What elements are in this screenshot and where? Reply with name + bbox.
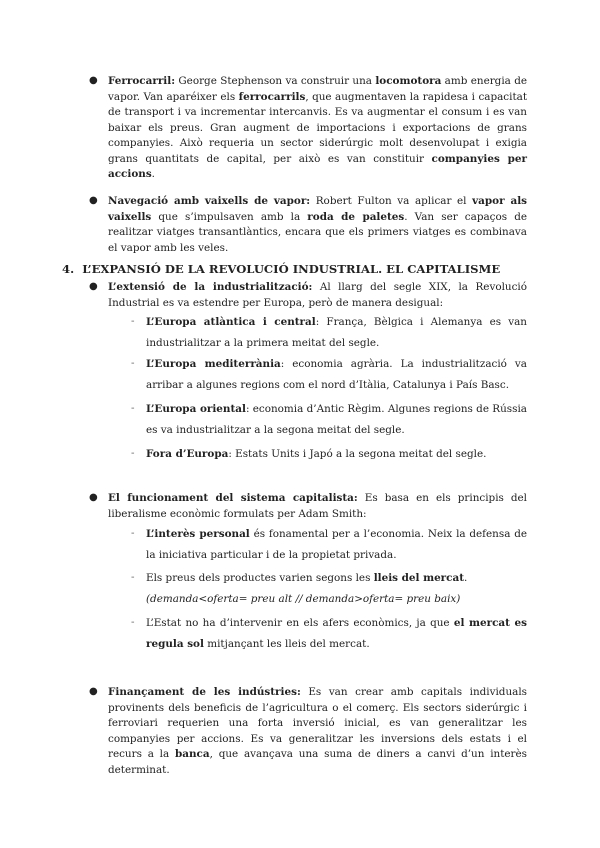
term-capitalisme: El funcionament del sistema capitalista:	[108, 492, 358, 504]
term-extensio: L’extensió de la industrialització:	[108, 281, 313, 293]
bullet-icon: ●	[89, 75, 98, 86]
region-atlantica: L’Europa atlàntica i central: França, Bèlgica i Alemanya es van industrialitzar a la primera meitat del segle.	[146, 316, 527, 349]
region-fora-europa: Fora d’Europa: Estats Units i Japó a la segona meitat del segle.	[146, 448, 487, 460]
bullet-icon: ●	[89, 195, 98, 206]
section-number: 4.	[62, 262, 75, 276]
dash-marker: -	[131, 527, 135, 539]
region-mediterrania: L’Europa mediterrània: economia agrària. La industrialització va arribar a algunes regions com el nord d’Itàlia, Catalunya i País Basc.	[146, 358, 527, 391]
capitalism-preus: Els preus dels productes varien segons les lleis del mercat. (demanda<oferta= preu alt // demanda>oferta= preu baix)	[146, 572, 468, 605]
formula: (demanda<oferta= preu alt // demanda>oferta= preu baix)	[146, 592, 461, 605]
capitalism-interes: L’interès personal és fonamental per a l’economia. Neix la defensa de la iniciativa particular i de la propietat privada.	[146, 528, 527, 561]
capitalism-estat: L’Estat no ha d’intervenir en els afers econòmics, ja que el mercat es regula sol mitjançant les lleis del mercat.	[146, 617, 527, 650]
dash-marker: -	[131, 315, 135, 327]
dash-marker: -	[131, 402, 135, 414]
term-navegacio: Navegació amb vaixells de vapor:	[108, 195, 311, 207]
term-financament: Finançament de les indústries:	[108, 686, 301, 698]
paragraph-capitalisme: El funcionament del sistema capitalista: Es basa en els principis del liberalisme econòmic formulats per Adam Smith:	[108, 492, 527, 520]
dash-marker: -	[131, 571, 135, 583]
bullet-icon: ●	[89, 686, 98, 697]
paragraph-financament: Finançament de les indústries: Es van crear amb capitals individuals provinents dels beneficis de l’agricultura o el comerç. Els sectors siderúrgic i ferroviari requerien una forta inversió inicial, es van generalitzar les companyies per accions. Es va generalitzar les inversions dels estats i el recurs a la banca, que avançava una suma de diners a canvi d’un interès determinat.	[108, 686, 527, 776]
section-title: L’EXPANSIÓ DE LA REVOLUCIÓ INDUSTRIAL. EL CAPITALISME	[82, 262, 501, 276]
section-heading	[62, 262, 500, 277]
paragraph-ferrocarril: Ferrocarril: George Stephenson va construir una locomotora amb energia de vapor. Van aparéixer els ferrocarrils, que augmentaven la rapidesa i capacitat de transport i va incrementar intercanvis. Es va augmentar el consum i es van baixar els preus. Gran augment de importacions i exportacions de grans companyies. Això requeria un sector siderúrgic molt desenvolupat i exigia grans quantitats de capital, per això es van constituir companyies per accions.	[108, 75, 528, 180]
region-oriental: L’Europa oriental: economia d’Antic Règim. Algunes regions de Rússia es va industrialitzar a la segona meitat del segle.	[146, 403, 527, 436]
dash-marker: -	[131, 616, 135, 628]
term-ferrocarril: Ferrocarril:	[108, 75, 176, 87]
paragraph-extensio: L’extensió de la industrialització: Al llarg del segle XIX, la Revolució Industrial es va estendre per Europa, però de manera desigual:	[108, 281, 527, 309]
dash-marker: -	[131, 357, 135, 369]
dash-marker: -	[131, 447, 135, 459]
paragraph-navegacio: Navegació amb vaixells de vapor: Robert Fulton va aplicar el vapor als vaixells que s’impulsaven amb la roda de paletes. Van ser capaços de realitzar viatges transantlàntics, encara que els primers viatges es combinava el vapor amb les veles.	[108, 195, 527, 254]
bullet-icon: ●	[89, 281, 98, 292]
bullet-icon: ●	[89, 492, 98, 503]
